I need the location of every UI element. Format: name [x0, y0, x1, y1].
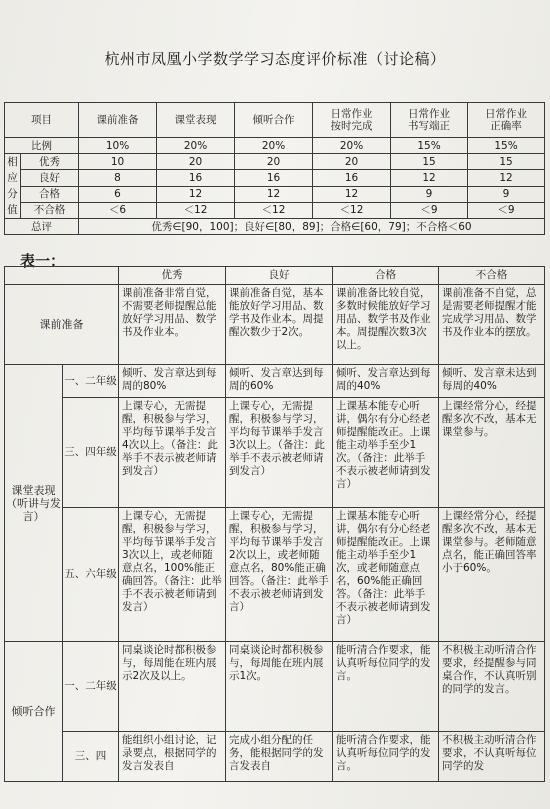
score-cell: 12 — [468, 170, 545, 186]
col-header: 日常作业 按时完成 — [313, 103, 391, 138]
criteria-cell: 不积极主动听清合作要求，经提醒参与同桌合作，不认真听别的同学的发言。 — [439, 642, 545, 732]
side-char: 分 — [7, 188, 18, 200]
category-listen: 倾听合作 — [5, 642, 63, 782]
score-cell: 20 — [313, 154, 391, 170]
criteria-cell: 上课基本能专心听讲，偶尔有分心经老师提醒能改正。上课能主动举手至少1次。（备注：此举手不表示被老师请到发言） — [333, 398, 439, 508]
level-label: 优秀 — [21, 154, 79, 170]
criteria-cell: 上课基本能专心听讲，偶尔有分心经老师提醒能改正。上课能主动举手至少1次，或老师随意点名，60%能正确回答。（备注：此举手不表示被老师请到发言） — [333, 508, 439, 642]
score-ratio-table — [4, 102, 545, 235]
score-cell: 15 — [391, 154, 468, 170]
score-cell: ＜12 — [235, 202, 313, 218]
criteria-cell: 倾听、发言章达到每周的80% — [119, 365, 226, 398]
side-char: 相 — [7, 156, 18, 168]
grade-label: 五、六年级 — [63, 508, 119, 642]
criteria-cell: 上课专心，无需提醒，积极参与学习，平均每节课举手发言2次以上，或老师随意点名，80%能正确回答。（备注：此举手不表示被老师请到发言） — [226, 508, 333, 642]
criteria-cell: 上课专心，无需提醒，积极参与学习，平均每节课举手发言3次以上，或老师随意点名，100%能正确回答。（备注：此举手不表示被老师请到发言） — [119, 508, 226, 642]
criteria-cell: 能组织小组讨论，记录要点，根据同学的发言发表自 — [119, 732, 226, 782]
criteria-cell: 上课经常分心，经提醒多次不改，基本无课堂参与。老师随意点名，能正确回答率小于60%。 — [439, 508, 545, 642]
level-header: 合格 — [333, 267, 439, 285]
side-char: 应 — [7, 172, 18, 184]
score-cell: 6 — [79, 186, 157, 202]
criteria-cell: 上课专心，无需提醒，积极参与学习，平均每节课举手发言3次以上。（备注：此举手不表示被老师请到发言） — [226, 398, 333, 508]
total-label: 总评 — [5, 219, 79, 235]
col-header: 日常作业 正确率 — [468, 103, 545, 138]
score-cell: ＜6 — [79, 202, 157, 218]
level-label: 良好 — [21, 170, 79, 186]
ratio-cell: 20% — [235, 138, 313, 154]
score-cell: 12 — [313, 186, 391, 202]
grade-label: 三、四 — [63, 732, 119, 782]
level-header: 优秀 — [119, 267, 226, 285]
score-cell: 10 — [79, 154, 157, 170]
level-header: 不合格 — [439, 267, 545, 285]
score-cell: 12 — [235, 186, 313, 202]
criteria-cell: 不积极主动听清合作要求，不认真听每位同学的发 — [439, 732, 545, 782]
criteria-cell: 能听清合作要求，能认真听每位同学的发言。 — [333, 642, 439, 732]
ratio-cell: 15% — [468, 138, 545, 154]
side-char: 值 — [7, 204, 18, 216]
score-side-label — [5, 154, 21, 219]
table-one-heading: 表一： — [20, 252, 66, 270]
score-cell: 12 — [157, 186, 235, 202]
score-cell: 20 — [235, 154, 313, 170]
level-label: 不合格 — [21, 202, 79, 218]
corner-cell — [5, 267, 119, 285]
score-cell: ＜12 — [157, 202, 235, 218]
criteria-cell: 上课经常分心，经提醒多次不改，基本无课堂参与。 — [439, 398, 545, 508]
document-title: 杭州市凤凰小学数学学习态度评价标准（讨论稿） — [104, 50, 446, 68]
grade-label: 一、二年级 — [63, 642, 119, 732]
criteria-cell: 倾听、发言章达到每周的60% — [226, 365, 333, 398]
col-header: 课前准备 — [79, 103, 157, 138]
total-criteria: 优秀∈[90，100]；良好∈[80，89]；合格∈[60，79]；不合格＜60 — [79, 219, 545, 235]
score-cell: 12 — [391, 170, 468, 186]
score-cell: ＜12 — [313, 202, 391, 218]
score-cell: 9 — [468, 186, 545, 202]
criteria-cell: 完成小组分配的任务，能根据同学的发言发表自 — [226, 732, 333, 782]
criteria-cell: 倾听、发言章达到每周的40% — [333, 365, 439, 398]
score-cell: ＜9 — [391, 202, 468, 218]
grade-label: 三、四年级 — [63, 398, 119, 508]
criteria-cell: 倾听、发言章未达到每周的40% — [439, 365, 545, 398]
criteria-cell: 同桌谈论时都积极参与，每周能在班内展示2次及以上。 — [119, 642, 226, 732]
criteria-cell: 上课专心，无需提醒，积极参与学习，平均每节课举手发言4次以上。（备注：此举手不表示被老师请到发言） — [119, 398, 226, 508]
level-header: 良好 — [226, 267, 333, 285]
score-cell: 16 — [157, 170, 235, 186]
grade-label: 一、二年级 — [63, 365, 119, 398]
category-prep: 课前准备 — [5, 285, 119, 365]
attitude-criteria-table — [4, 266, 545, 782]
level-label: 合格 — [21, 186, 79, 202]
criteria-cell: 能听清合作要求，能认真听每位同学的发言。 — [333, 732, 439, 782]
ratio-label: 比例 — [5, 138, 79, 154]
criteria-cell: 课前准备比较自觉，多数时候能放好学习用品、数学书及作业本。周提醒次数3次以上。 — [333, 285, 439, 365]
col-header: 倾听合作 — [235, 103, 313, 138]
ratio-cell: 20% — [313, 138, 391, 154]
criteria-cell: 课前准备不自觉，总是需要老师提醒才能完成学习用品、数学书及作业本的摆放。 — [439, 285, 545, 365]
col-header: 日常作业 书写端正 — [391, 103, 468, 138]
score-cell: 16 — [235, 170, 313, 186]
score-cell: 16 — [313, 170, 391, 186]
ratio-cell: 20% — [157, 138, 235, 154]
score-cell: ＜9 — [468, 202, 545, 218]
criteria-cell: 同桌谈论时都积极参与，每周能在班内展示1次。 — [226, 642, 333, 732]
score-cell: 15 — [468, 154, 545, 170]
score-cell: 8 — [79, 170, 157, 186]
col-header: 课堂表现 — [157, 103, 235, 138]
score-cell: 9 — [391, 186, 468, 202]
ratio-cell: 10% — [79, 138, 157, 154]
score-cell: 20 — [157, 154, 235, 170]
ratio-cell: 15% — [391, 138, 468, 154]
criteria-cell: 课前准备非常自觉，不需要老师提醒总能放好学习用品、数学书及作业本。 — [119, 285, 226, 365]
category-class: 课堂表现（听讲与发言） — [5, 365, 63, 642]
criteria-cell: 课前准备自觉，基本能放好学习用品、数学书及作业本。周提醒次数少于2次。 — [226, 285, 333, 365]
item-header: 项目 — [5, 103, 79, 138]
